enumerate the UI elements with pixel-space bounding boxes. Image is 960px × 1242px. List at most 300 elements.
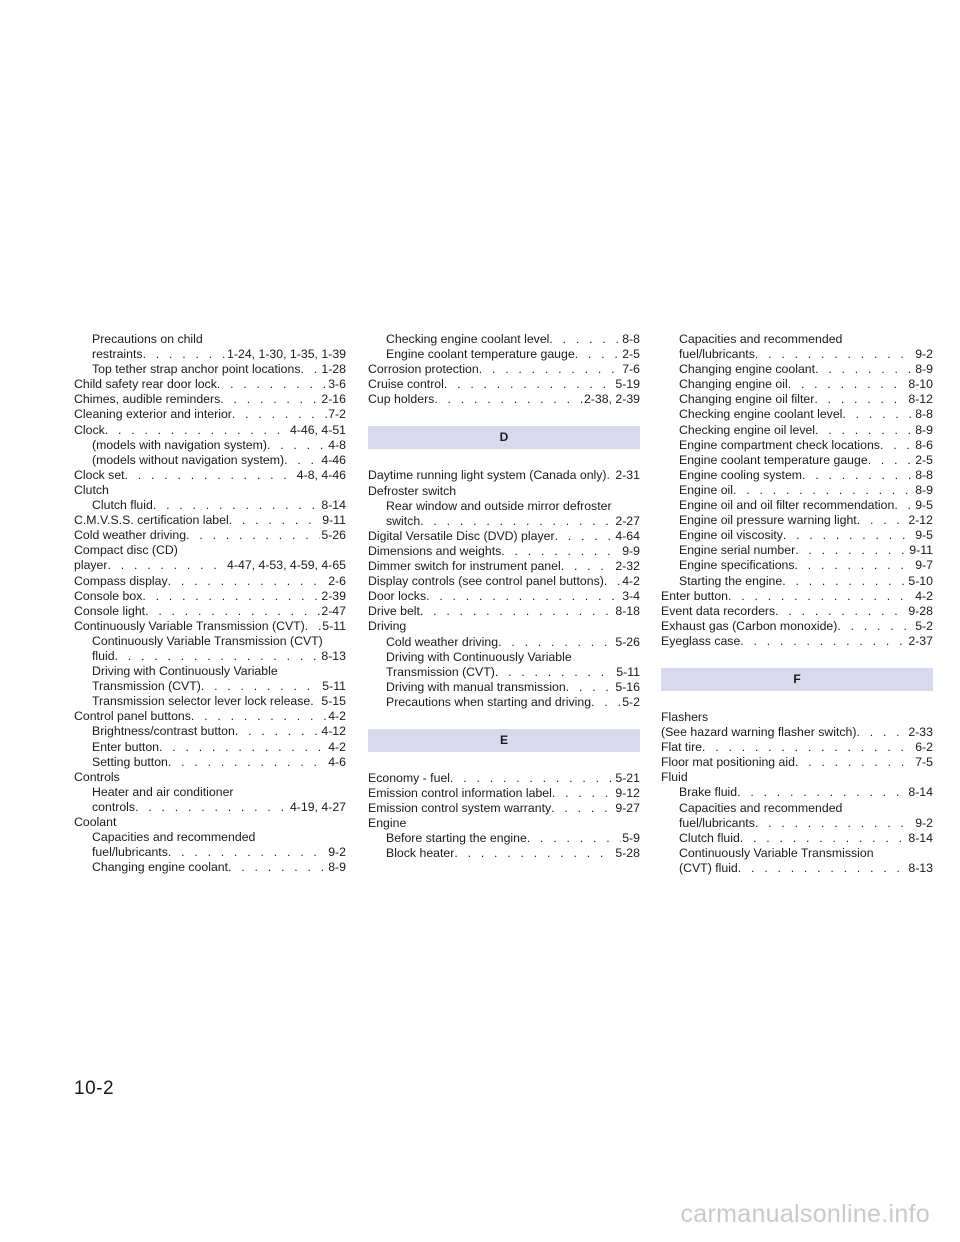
entry-term: Clutch [74,482,109,497]
dot-leader [591,695,621,710]
dot-leader [115,649,321,664]
entry-page-ref: 4-19, 4-27 [289,799,346,814]
entry-term: Event data recorders [661,603,776,618]
index-entry [368,484,640,499]
entry-term: Changing engine oil [679,377,788,392]
entry-term: Capacities and recommended [92,830,256,845]
entry-page-ref: 5-11 [322,618,346,633]
entry-term: Changing engine coolant [92,860,229,875]
dot-leader [284,453,320,468]
dot-leader [450,771,614,786]
entry-term: Capacities and recommended [679,332,843,346]
index-subentry [74,332,346,347]
dot-leader [305,619,322,634]
dot-leader [105,423,289,438]
entry-term: Flat tire [661,740,702,755]
entry-term: Continuously Variable Transmission (CVT) [74,618,305,633]
entry-page-ref: 2-32 [615,559,640,574]
index-subentry [74,679,346,694]
dot-leader [755,347,914,362]
entry-page-ref: 4-8, 4-46 [296,467,346,482]
entry-page-ref: 5-2 [915,618,933,633]
dot-leader [168,755,327,770]
dot-leader [795,543,908,558]
entry-term: fuel/lubricants [679,815,755,830]
entry-page-ref: 9-2 [915,347,933,362]
index-subentry [74,362,346,377]
entry-term: Control panel buttons [74,709,191,724]
index-column-1 [74,332,346,875]
dot-leader [561,559,615,574]
index-subentry [661,377,933,392]
entry-term: Compass display [74,573,168,588]
entry-term: restraints [92,347,143,362]
entry-page-ref: 2-38, 2-39 [583,392,640,407]
index-entry [661,740,933,755]
index-subentry [661,831,933,846]
entry-term: Daytime running light system (Canada only) [368,468,607,483]
entry-page-ref: 9-28 [908,603,933,618]
index-subentry [74,740,346,755]
watermark: carmanualsonline.info [680,1200,930,1228]
dot-leader [267,438,327,453]
entry-term: Clock [74,422,105,437]
entry-term: Precautions when starting and driving [386,694,592,709]
dot-leader [145,604,320,619]
dot-leader [782,574,907,589]
entry-term: Brake fluid [679,785,738,800]
dot-leader [802,468,914,483]
entry-term: Digital Versatile Disc (DVD) player [368,528,555,543]
entry-term: Heater and air conditioner [92,784,234,799]
dot-leader [454,846,614,861]
entry-term: Driving with Continuously Variable [386,649,572,664]
entry-term: Transmission selector lever lock release [92,694,311,709]
index-subentry [661,453,933,468]
entry-page-ref: 4-6 [328,754,346,769]
entry-page-ref: 1-28 [321,362,346,377]
dot-leader [795,755,914,770]
entry-page-ref: 8-9 [915,362,933,377]
index-subentry [74,830,346,845]
index-entry [368,574,640,589]
entry-term: Engine specifications [679,558,795,573]
dot-leader [420,604,614,619]
entry-page-ref: 2-33 [908,725,933,740]
dot-leader [740,634,907,649]
index-entry [368,468,640,483]
index-column-3 [661,332,933,876]
section-letter-header: F [661,668,933,691]
entry-term: Driving with manual transmission [386,679,566,694]
entry-term: Clock set [74,467,125,482]
index-subentry [368,332,640,347]
dot-leader [551,801,614,816]
dot-leader [783,528,914,543]
dot-leader [702,740,914,755]
entry-page-ref: 7-5 [915,755,933,770]
index-subentry [368,650,640,665]
index-entry [661,619,933,634]
index-subentry [74,649,346,664]
index-entry [368,604,640,619]
index-subentry [74,800,346,815]
entry-term: Engine compartment check locations [679,437,880,452]
entry-term: Dimmer switch for instrument panel [368,559,561,574]
dot-leader [143,347,226,362]
entry-term: Brightness/contrast button [92,724,235,739]
dot-leader [125,468,296,483]
entry-page-ref: 9-11 [909,543,933,558]
index-entry [661,589,933,604]
entry-page-ref: 8-8 [622,332,640,346]
entry-page-ref: 8-18 [615,604,640,619]
dot-leader [232,407,327,422]
dot-leader [420,514,614,529]
entry-page-ref: 4-46 [321,452,346,467]
entry-term: Starting the engine [679,573,783,588]
entry-page-ref: 3-6 [328,377,346,392]
entry-term: Cleaning exterior and interior [74,407,232,422]
dot-leader [880,438,914,453]
dot-leader [740,831,908,846]
entry-page-ref: 9-2 [328,845,346,860]
entry-page-ref: 2-6 [328,573,346,588]
index-entry [368,771,640,786]
entry-term: Engine oil viscosity [679,528,783,543]
entry-term: Coolant [74,815,117,829]
index-subentry [368,514,640,529]
entry-page-ref: 9-27 [615,801,640,816]
index-entry [368,619,640,634]
entry-page-ref: 8-9 [915,482,933,497]
index-entry [74,392,346,407]
entry-page-ref: 5-11 [322,679,346,694]
entry-page-ref: 8-13 [321,648,346,663]
index-entry [74,407,346,422]
entry-page-ref: 2-37 [908,633,933,648]
index-entry [74,589,346,604]
entry-term: Capacities and recommended [679,800,843,815]
entry-term: Engine oil and oil filter recommendation [679,498,895,513]
index-subentry [661,846,933,861]
entry-term: Top tether strap anchor point locations [92,362,301,377]
entry-page-ref: 5-21 [615,770,640,785]
entry-term: Engine serial number [679,543,796,558]
index-subentry [74,453,346,468]
entry-term: Eyeglass case [661,633,741,648]
entry-term: Continuously Variable Transmission (CVT) [92,633,323,648]
dot-leader [737,785,907,800]
entry-term: Compact disc (CD) [74,543,178,558]
index-entry [74,377,346,392]
dot-leader [728,589,914,604]
dot-leader [755,816,914,831]
entry-page-ref: 2-12 [908,513,933,528]
index-entry [74,528,346,543]
index-entry [368,544,640,559]
entry-page-ref: 4-2 [915,588,933,603]
entry-page-ref: 8-14 [908,830,933,845]
entry-term: Checking engine coolant level [386,332,550,346]
entry-page-ref: 2-5 [915,452,933,467]
entry-page-ref: 9-12 [615,786,640,801]
index-subentry [661,483,933,498]
entry-page-ref: 8-8 [915,407,933,422]
dot-leader [788,377,908,392]
dot-leader [153,498,321,513]
index-entry [74,815,346,830]
dot-leader [444,377,615,392]
dot-leader [220,392,320,407]
dot-leader [549,332,621,347]
dot-leader [479,362,621,377]
entry-term: Cold weather driving [386,634,499,649]
entry-page-ref: 5-2 [622,694,640,709]
entry-page-ref: 8-10 [908,377,933,392]
index-subentry [661,558,933,573]
dot-leader [301,362,321,377]
entry-page-ref: 9-2 [915,815,933,830]
entry-term: Enter button [661,588,728,603]
index-subentry [661,528,933,543]
index-subentry [661,407,933,422]
entry-page-ref: 5-15 [321,694,346,709]
entry-term: Rear window and outside mirror defroster [386,498,612,513]
entry-page-ref: 4-12 [321,724,346,739]
index-entry [661,634,933,649]
dot-leader [775,604,907,619]
entry-page-ref: 9-11 [322,513,346,528]
entry-term: Controls [74,769,120,784]
entry-term: Continuously Variable Transmission [679,845,874,860]
entry-term: Setting button [92,754,168,769]
entry-term: Console light [74,603,146,618]
dot-leader [159,740,327,755]
entry-term: Engine coolant temperature gauge [679,452,868,467]
index-entry [661,725,933,740]
index-subentry [74,755,346,770]
index-subentry [661,785,933,800]
dot-leader [135,800,289,815]
index-entry [74,619,346,634]
entry-term: (CVT) fluid [679,860,738,875]
index-entry [368,816,640,831]
index-column-2 [368,332,640,862]
entry-term: Dimensions and weights [368,543,502,558]
dot-leader [142,589,320,604]
entry-term: Flashers [661,709,709,724]
dot-leader [738,861,908,876]
entry-page-ref: 5-9 [622,831,640,846]
dot-leader [229,513,322,528]
entry-term: Block heater [386,846,455,861]
index-subentry [74,438,346,453]
section-letter-header: E [368,729,640,752]
entry-term: C.M.V.S.S. certification label [74,513,229,528]
entry-term: fluid [92,648,115,663]
entry-term: player [74,558,108,573]
entry-term: (models with navigation system) [92,437,267,452]
index-subentry [368,680,640,695]
dot-leader [228,860,327,875]
entry-page-ref: 7-2 [328,407,346,422]
entry-term: Floor mat positioning aid [661,755,795,770]
entry-page-ref: 2-5 [622,347,640,362]
entry-page-ref: 4-64 [615,528,640,543]
dot-leader [527,831,621,846]
entry-term: Cold weather driving [74,528,187,543]
dot-leader [856,725,907,740]
entry-term: Emission control information label [368,786,552,801]
entry-term: Checking engine coolant level [679,407,843,422]
dot-leader [495,665,615,680]
index-subentry [368,347,640,362]
index-subentry [368,846,640,861]
dot-leader [815,362,914,377]
index-subentry [661,861,933,876]
index-subentry [74,845,346,860]
index-entry [368,362,640,377]
entry-page-ref: 5-26 [615,634,640,649]
dot-leader [191,709,327,724]
dot-leader [186,528,320,543]
entry-page-ref: 8-9 [915,422,933,437]
entry-term: Child safety rear door lock [74,377,217,392]
dot-leader [857,513,908,528]
dot-leader [501,544,621,559]
entry-term: fuel/lubricants [679,347,755,362]
index-entry [368,786,640,801]
entry-term: Defroster switch [368,483,457,498]
dot-leader [795,558,915,573]
index-subentry [368,499,640,514]
index-entry [368,392,640,407]
dot-leader [310,694,320,709]
index-subentry [74,347,346,362]
entry-page-ref: 8-12 [908,392,933,407]
index-entry [74,770,346,785]
entry-page-ref: 5-26 [321,528,346,543]
entry-term: Engine [368,816,407,831]
dot-leader [604,574,621,589]
index-subentry [661,332,933,347]
index-entry [74,709,346,724]
entry-term: Fluid [661,770,688,785]
index-subentry [661,498,933,513]
dot-leader [868,453,915,468]
entry-page-ref: 5-10 [908,573,933,588]
entry-term: Economy - fuel [368,770,451,785]
entry-page-ref: 2-16 [321,392,346,407]
index-subentry [661,438,933,453]
index-entry [74,558,346,573]
entry-term: Precautions on child [92,332,203,346]
index-subentry [661,801,933,816]
entry-page-ref: 9-9 [622,543,640,558]
entry-term: Driving with Continuously Variable [92,664,278,679]
entry-page-ref: 8-8 [915,467,933,482]
entry-term: Display controls (see control panel buttons) [368,574,604,589]
entry-page-ref: 2-27 [615,513,640,528]
dot-leader [201,679,321,694]
index-entry [74,574,346,589]
entry-term: fuel/lubricants [92,845,168,860]
entry-page-ref: 4-46, 4-51 [289,422,346,437]
index-subentry [368,831,640,846]
index-entry [661,604,933,619]
index-subentry [661,816,933,831]
index-entry [661,710,933,725]
entry-page-ref: 9-7 [915,558,933,573]
entry-term: Drive belt [368,604,420,619]
index-entry [74,604,346,619]
page-number: 10-2 [74,1078,115,1099]
index-subentry [74,724,346,739]
section-letter-header: D [368,426,640,449]
index-entry [74,468,346,483]
entry-term: Console box [74,588,143,603]
entry-term: Transmission (CVT) [386,664,495,679]
dot-leader [498,635,614,650]
entry-term: Clutch fluid [679,830,740,845]
entry-term: Cup holders [368,392,435,407]
entry-page-ref: 5-11 [616,664,640,679]
entry-term: Chimes, audible reminders [74,392,221,407]
entry-term: Before starting the engine [386,831,527,846]
entry-page-ref: 5-28 [615,846,640,861]
index-subentry [661,468,933,483]
index-subentry [661,362,933,377]
index-entry [74,423,346,438]
entry-term: Changing engine oil filter [679,392,815,407]
entry-term: controls [92,799,136,814]
dot-leader [733,483,914,498]
entry-term: Engine cooling system [679,467,803,482]
dot-leader [894,498,914,513]
index-subentry [661,543,933,558]
entry-page-ref: 8-9 [328,860,346,875]
entry-term: Exhaust gas (Carbon monoxide) [661,618,838,633]
dot-leader [555,529,615,544]
entry-term: Emission control system warranty [368,801,552,816]
index-subentry [74,860,346,875]
entry-term: (models without navigation system) [92,452,285,467]
dot-leader [837,619,914,634]
entry-term: Corrosion protection [368,362,479,377]
dot-leader [814,392,907,407]
index-entry [74,483,346,498]
index-subentry [661,574,933,589]
dot-leader [434,392,583,407]
entry-page-ref: 9-5 [915,528,933,543]
entry-page-ref: 8-6 [915,437,933,452]
entry-page-ref: 2-31 [615,468,640,483]
entry-term: Clutch fluid [92,498,153,513]
dot-leader [217,377,327,392]
entry-term: Engine oil pressure warning light [679,513,857,528]
entry-term: Changing engine coolant [679,362,816,377]
index-entry [368,559,640,574]
dot-leader [426,589,621,604]
dot-leader [168,845,327,860]
entry-term: switch [386,513,421,528]
entry-page-ref: 8-14 [321,498,346,513]
entry-term: Checking engine oil level [679,422,816,437]
entry-page-ref: 3-4 [622,589,640,604]
dot-leader [607,468,615,483]
entry-page-ref: 4-2 [328,709,346,724]
